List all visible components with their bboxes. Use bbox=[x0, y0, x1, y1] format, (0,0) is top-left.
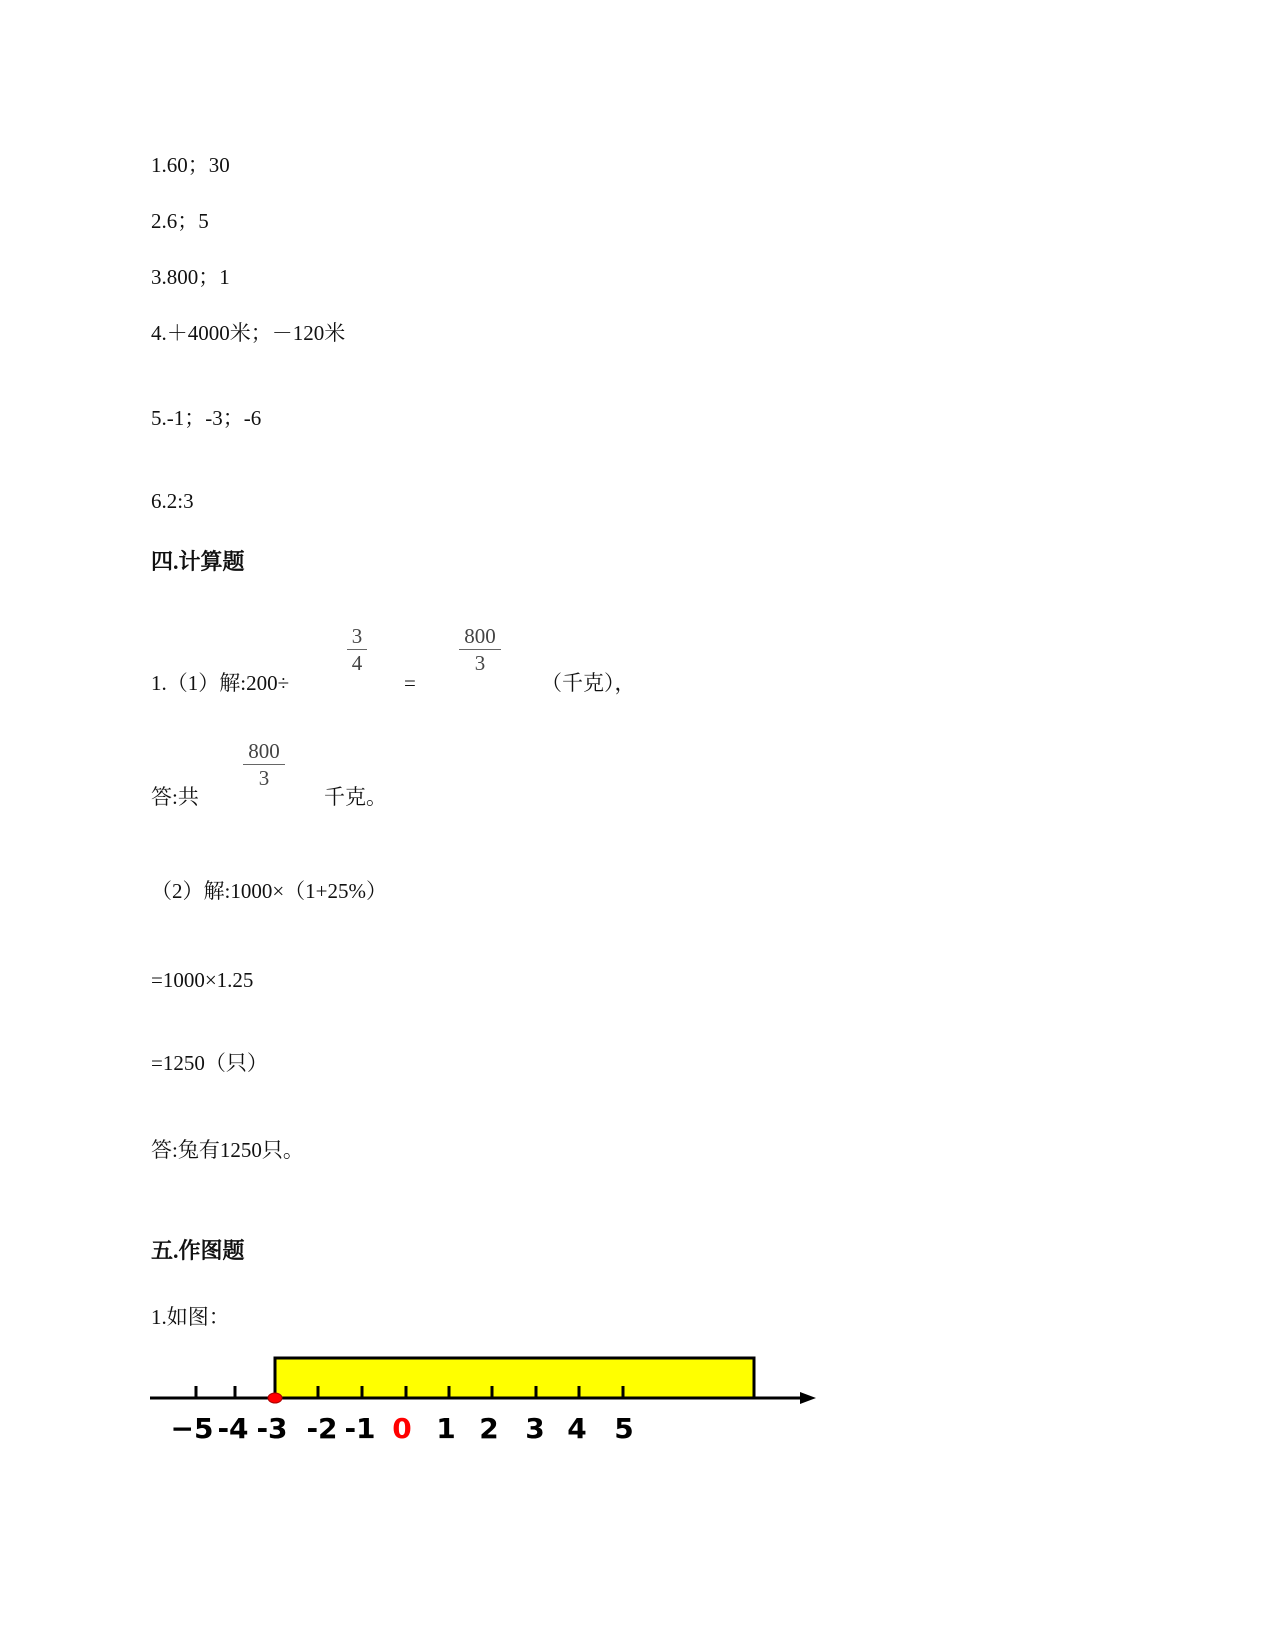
fraction-800-thirds bbox=[450, 623, 510, 676]
answer-5: 5.-1；-3；-6 bbox=[151, 406, 262, 430]
fraction-denominator: 3 bbox=[258, 766, 270, 790]
answer-1: 1.60；30 bbox=[151, 153, 230, 177]
answer-6: 6.2:3 bbox=[151, 489, 194, 513]
tick-label: −5 bbox=[170, 1412, 214, 1445]
calc-q2-line-2: =1000×1.25 bbox=[151, 968, 254, 992]
tick-labels bbox=[171, 1412, 634, 1445]
section-heading-calculation: 四.计算题 bbox=[151, 549, 245, 574]
number-line-figure bbox=[150, 1340, 860, 1450]
highlight-region bbox=[275, 1358, 754, 1398]
arrow-head-icon bbox=[800, 1392, 816, 1404]
drawing-q1-label: 1.如图： bbox=[151, 1305, 230, 1329]
fraction-denominator: 3 bbox=[474, 651, 486, 675]
equals-sign: = bbox=[404, 671, 416, 695]
fraction-800-thirds bbox=[234, 738, 294, 791]
tick-label: -3 bbox=[256, 1412, 288, 1445]
tick-label: -2 bbox=[306, 1412, 338, 1445]
tick-label: 3 bbox=[525, 1412, 545, 1445]
tick-label: 2 bbox=[479, 1412, 499, 1445]
calc-q2-answer: 答:兔有1250只。 bbox=[151, 1138, 304, 1162]
answer-4: 4.＋4000米；－120米 bbox=[151, 321, 346, 345]
tick-label: 0 bbox=[392, 1412, 412, 1445]
calc-q1-answer-prefix: 答:共 bbox=[151, 785, 199, 809]
tick-label: 4 bbox=[567, 1412, 587, 1445]
fraction-numerator: 800 bbox=[464, 624, 496, 648]
calc-q2-line-3: =1250（只） bbox=[151, 1051, 268, 1075]
answer-3: 3.800；1 bbox=[151, 265, 230, 289]
tick-label: 1 bbox=[436, 1412, 456, 1445]
fraction-three-quarters bbox=[332, 623, 382, 676]
calc-q1-prefix: 1.（1）解:200÷ bbox=[151, 671, 290, 695]
calc-q1-answer-suffix: 千克。 bbox=[324, 785, 387, 809]
fraction-numerator: 3 bbox=[351, 624, 363, 648]
tick-label: -4 bbox=[217, 1412, 249, 1445]
start-point-marker bbox=[268, 1393, 282, 1403]
answer-2: 2.6；5 bbox=[151, 209, 209, 233]
calc-q1-unit: （千克）， bbox=[541, 671, 636, 695]
section-heading-drawing: 五.作图题 bbox=[151, 1238, 245, 1263]
fraction-denominator: 4 bbox=[351, 651, 363, 675]
calc-q2-line-1: （2）解:1000×（1+25%） bbox=[151, 879, 388, 903]
fraction-numerator: 800 bbox=[248, 739, 280, 763]
tick-label: 5 bbox=[614, 1412, 634, 1445]
tick-label: -1 bbox=[344, 1412, 376, 1445]
